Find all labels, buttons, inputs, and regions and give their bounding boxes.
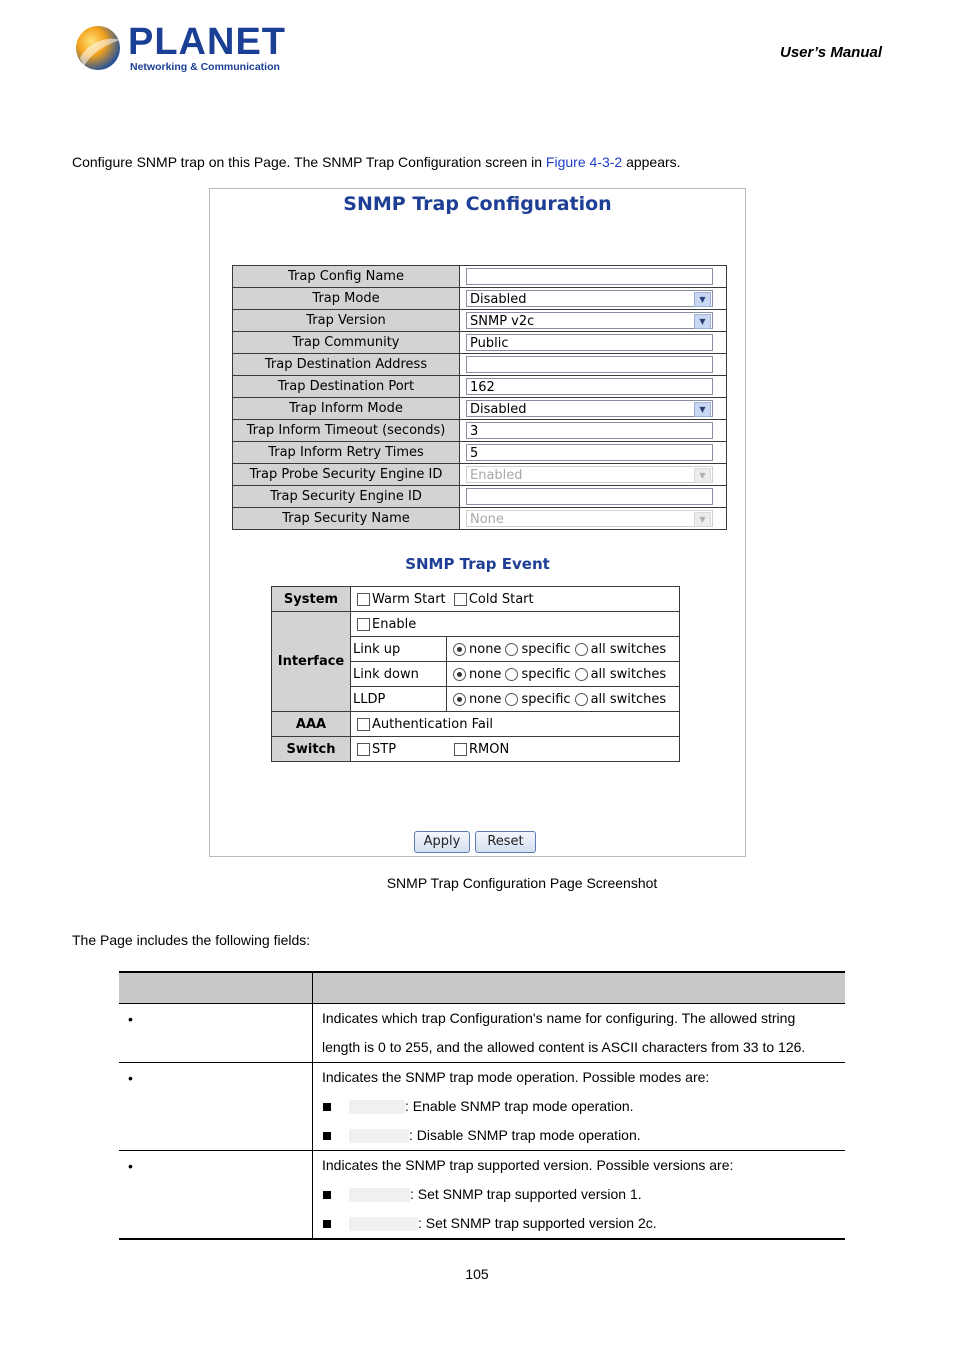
lldp-specific-radio[interactable] (505, 693, 518, 706)
radio-all-label: all switches (590, 641, 667, 657)
config-value: Enabled (470, 468, 523, 483)
link-up-all-radio[interactable] (575, 643, 588, 656)
config-row (233, 420, 727, 442)
chevron-down-icon: ▼ (694, 512, 711, 527)
auth-fail-checkbox[interactable] (357, 718, 370, 731)
square-bullet-icon (323, 1220, 331, 1228)
interface-label: Interface (272, 612, 351, 712)
config-label: Trap Config Name (233, 266, 460, 288)
switch-label: Switch (272, 737, 351, 762)
event-title: SNMP Trap Event (405, 555, 550, 573)
chevron-down-icon[interactable]: ▼ (694, 292, 711, 307)
config-input[interactable] (466, 334, 713, 351)
config-row (233, 376, 727, 398)
lldp-all-radio[interactable] (575, 693, 588, 706)
trap-event-table (271, 586, 680, 762)
link-down-all-radio[interactable] (575, 668, 588, 681)
link-up-none-radio[interactable] (453, 643, 466, 656)
row2-line1: Indicates the SNMP trap mode operation. Possible modes are: (322, 1069, 710, 1085)
config-select[interactable] (466, 290, 713, 307)
config-row (233, 508, 727, 530)
cold-start-label: Cold Start (468, 591, 534, 607)
lldp-radios (447, 687, 680, 712)
config-select (466, 466, 713, 483)
config-select[interactable] (466, 312, 713, 329)
config-label: Trap Inform Retry Times (233, 442, 460, 464)
system-label: System (272, 587, 351, 612)
bullet: • (128, 1070, 133, 1086)
link-down-label: Link down (351, 662, 447, 687)
config-value: None (470, 512, 504, 527)
config-row (233, 288, 727, 310)
link-down-specific-radio[interactable] (505, 668, 518, 681)
config-value: 162 (470, 380, 495, 395)
config-row (233, 332, 727, 354)
reset-button[interactable]: Reset (475, 831, 536, 853)
chevron-down-icon[interactable]: ▼ (694, 402, 711, 417)
link-down-none-radio[interactable] (453, 668, 466, 681)
stp-label: STP (372, 741, 397, 757)
config-input[interactable] (466, 488, 713, 505)
square-bullet-icon (323, 1191, 331, 1199)
screenshot-title: SNMP Trap Configuration (343, 193, 612, 215)
auth-fail-label: Authentication Fail (372, 716, 494, 732)
square-bullet-icon (323, 1132, 331, 1140)
cold-start-checkbox[interactable] (454, 593, 467, 606)
fields-intro: The Page includes the following fields: (72, 932, 311, 948)
config-row (233, 354, 727, 376)
config-value: SNMP v2c (470, 314, 535, 329)
row2-item2: : Disable SNMP trap mode operation. (409, 1127, 641, 1143)
config-row (233, 442, 727, 464)
bullet: • (128, 1011, 133, 1027)
link-up-label: Link up (351, 637, 447, 662)
config-select (466, 510, 713, 527)
trap-config-table (232, 265, 727, 530)
warm-start-checkbox[interactable] (357, 593, 370, 606)
bullet: • (128, 1158, 133, 1174)
config-label: Trap Probe Security Engine ID (233, 464, 460, 486)
rmon-label: RMON (469, 741, 510, 757)
brand-name: PLANET (128, 21, 286, 63)
chevron-down-icon: ▼ (694, 468, 711, 483)
table-row (119, 1003, 845, 1062)
radio-specific-label: specific (521, 666, 571, 682)
config-label: Trap Destination Address (233, 354, 460, 376)
config-row (233, 398, 727, 420)
rmon-checkbox[interactable] (454, 743, 467, 756)
warm-start-label: Warm Start (372, 591, 446, 607)
config-value: 5 (470, 446, 479, 461)
chevron-down-icon[interactable]: ▼ (694, 314, 711, 329)
screenshot-frame (209, 188, 746, 857)
config-row (233, 464, 727, 486)
config-label: Trap Destination Port (233, 376, 460, 398)
figure-link[interactable]: Figure 4-3-2 (545, 154, 623, 170)
link-up-specific-radio[interactable] (505, 643, 518, 656)
config-label: Trap Community (233, 332, 460, 354)
row1-line2: length is 0 to 255, and the allowed content is ASCII characters from 33 to 126. (322, 1039, 806, 1055)
square-bullet-icon (323, 1103, 331, 1111)
config-value: Public (470, 336, 509, 351)
config-label: Trap Inform Timeout (seconds) (233, 420, 460, 442)
config-input[interactable] (466, 356, 713, 373)
config-label: Trap Version (233, 310, 460, 332)
intro-paragraph (72, 154, 681, 170)
radio-none-label: none (469, 666, 502, 682)
brand-tagline: Networking & Communication (130, 61, 280, 73)
interface-enable-checkbox[interactable] (357, 618, 370, 631)
radio-all-label: all switches (590, 666, 667, 682)
row3-item1: : Set SNMP trap supported version 1. (410, 1186, 642, 1202)
radio-specific-label: specific (521, 691, 571, 707)
intro-text-after: appears. (622, 154, 681, 170)
config-row (233, 310, 727, 332)
lldp-label: LLDP (351, 687, 447, 712)
radio-none-label: none (469, 641, 502, 657)
row1-line1: Indicates which trap Configuration's name for configuring. The allowed string (322, 1010, 796, 1026)
table-row (119, 1150, 845, 1238)
config-label: Trap Mode (233, 288, 460, 310)
fields-table (119, 971, 845, 1240)
row3-line1: Indicates the SNMP trap supported version. Possible versions are: (322, 1157, 734, 1173)
config-input[interactable] (466, 422, 713, 439)
link-down-radios (447, 662, 680, 687)
config-value: Disabled (470, 292, 527, 307)
table-row (119, 1062, 845, 1150)
config-value: 3 (470, 424, 479, 439)
fields-table-header (119, 971, 845, 1003)
config-label: Trap Inform Mode (233, 398, 460, 420)
intro-text-before: Configure SNMP trap on this Page. The SNMP Trap Configuration screen in (72, 154, 546, 170)
radio-none-label: none (469, 691, 502, 707)
config-row (233, 486, 727, 508)
config-select[interactable] (466, 400, 713, 417)
manual-label: User’s Manual (780, 44, 882, 61)
config-input[interactable] (466, 444, 713, 461)
config-input[interactable] (466, 378, 713, 395)
radio-all-label: all switches (590, 691, 667, 707)
link-up-radios (447, 637, 680, 662)
row2-item1: : Enable SNMP trap mode operation. (405, 1098, 634, 1114)
row3-item2: : Set SNMP trap supported version 2c. (418, 1215, 657, 1231)
aaa-label: AAA (272, 712, 351, 737)
lldp-none-radio[interactable] (453, 693, 466, 706)
config-input[interactable] (466, 268, 713, 285)
radio-specific-label: specific (521, 641, 571, 657)
figure-caption: SNMP Trap Configuration Page Screenshot (386, 875, 658, 891)
stp-checkbox[interactable] (357, 743, 370, 756)
config-label: Trap Security Name (233, 508, 460, 530)
config-row (233, 266, 727, 288)
config-value: Disabled (470, 402, 527, 417)
apply-button[interactable]: Apply (414, 831, 470, 853)
interface-enable-label: Enable (372, 616, 417, 632)
page-number: 105 (465, 1266, 489, 1282)
config-label: Trap Security Engine ID (233, 486, 460, 508)
